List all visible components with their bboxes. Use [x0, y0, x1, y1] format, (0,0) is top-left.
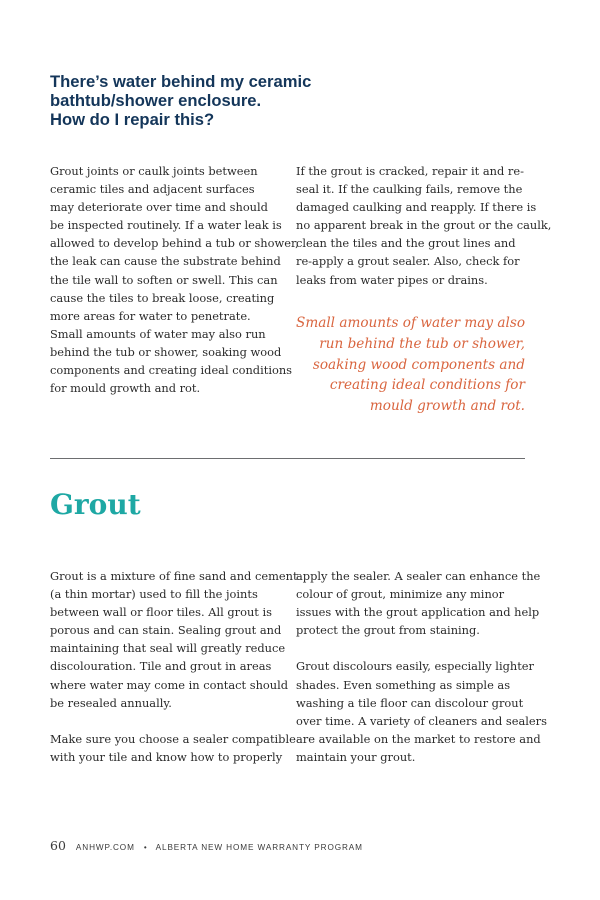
footer-site-link[interactable]: ANHWP.COM	[75, 843, 135, 852]
body-text-line: issues with the grout application and help	[296, 605, 540, 620]
footer	[50, 838, 363, 853]
body-text-line: Make sure you choose a sealer compatible	[50, 731, 296, 746]
body-text-line: Grout discolours easily, especially lighter	[296, 659, 534, 674]
body-text-line: where water may come in contact should	[50, 677, 289, 692]
faq-heading-line: How do I repair this?	[50, 110, 215, 129]
pull-quote-line: soaking wood components and	[312, 356, 525, 373]
pull-quote-line: Small amounts of water may also	[296, 315, 525, 331]
body-text-line: Grout joints or caulk joints between	[50, 164, 258, 178]
body-text-line: damaged caulking and reapply. If there is	[296, 200, 537, 215]
body-text-line: seal it. If the caulking fails, remove the	[296, 182, 523, 197]
body-text-line: (a thin mortar) used to fill the joints	[50, 587, 258, 602]
body-text-line: be resealed annually.	[50, 695, 172, 710]
body-text-line: for mould growth and rot.	[50, 381, 201, 396]
grout-right-column	[296, 567, 547, 766]
body-text-line: maintaining that seal will greatly reduce	[50, 641, 286, 656]
page-number: 60	[50, 838, 66, 853]
body-text-line: colour of grout, minimize any minor	[296, 587, 505, 602]
body-text-line: Small amounts of water may also run	[50, 326, 266, 341]
body-text-line: shades. Even something as simple as	[296, 677, 511, 692]
body-text-line: the tile wall to soften or swell. This can	[50, 272, 278, 287]
grout-left-column	[50, 567, 298, 766]
body-text-line: discolouration. Tile and grout in areas	[50, 659, 272, 674]
faq-heading	[50, 72, 380, 129]
body-text-line: leaks from water pipes or drains.	[296, 272, 488, 287]
body-text-line: more areas for water to penetrate.	[50, 308, 251, 323]
faq-heading-line: There’s water behind my ceramic	[50, 72, 312, 91]
body-text-line: washing a tile floor can discolour grout	[296, 695, 524, 710]
body-text-line: porous and can stain. Sealing grout and	[50, 623, 282, 638]
faq-right-column	[296, 162, 551, 289]
body-text-line: behind the tub or shower, soaking wood	[50, 344, 282, 359]
body-text-line: be inspected routinely. If a water leak is	[50, 218, 282, 233]
body-text-line: over time. A variety of cleaners and sealers	[296, 713, 547, 728]
body-text-line: maintain your grout.	[296, 749, 416, 764]
pull-quote-line: run behind the tub or shower,	[319, 335, 525, 352]
body-text-line: allowed to develop behind a tub or shower,	[50, 236, 299, 251]
body-text-line: with your tile and know how to properly	[50, 749, 283, 764]
pull-quote-line: creating ideal conditions for	[329, 377, 525, 394]
grout-title: Grout	[50, 488, 141, 521]
body-text-line: If the grout is cracked, repair it and re-	[296, 164, 524, 178]
body-text-line: Grout is a mixture of fine sand and cement	[50, 569, 298, 583]
body-text-line: between wall or floor tiles. All grout is	[50, 605, 272, 620]
body-text-line: apply the sealer. A sealer can enhance the	[296, 569, 541, 583]
paragraph-gap	[50, 712, 298, 730]
body-text-line: protect the grout from staining.	[296, 623, 480, 638]
faq-heading-line: bathtub/shower enclosure.	[50, 91, 262, 110]
body-text-line: the leak can cause the substrate behind	[50, 254, 281, 269]
paragraph-gap	[296, 639, 547, 657]
footer-separator: •	[143, 843, 147, 852]
footer-organization: ALBERTA NEW HOME WARRANTY PROGRAM	[155, 843, 363, 852]
body-text-line: are available on the market to restore and	[296, 731, 541, 746]
body-text-line: clean the tiles and the grout lines and	[296, 236, 516, 251]
faq-left-column	[50, 162, 299, 397]
pull-quote-line: mould growth and rot.	[369, 398, 525, 415]
body-text-line: ceramic tiles and adjacent surfaces	[50, 182, 255, 197]
body-text-line: re-apply a grout sealer. Also, check for	[296, 254, 520, 269]
body-text-line: may deteriorate over time and should	[50, 200, 268, 215]
pull-quote	[285, 313, 525, 417]
body-text-line: no apparent break in the grout or the caulk,	[296, 218, 552, 233]
section-divider	[50, 458, 525, 459]
body-text-line: components and creating ideal conditions	[50, 363, 293, 378]
body-text-line: cause the tiles to break loose, creating	[50, 290, 275, 305]
